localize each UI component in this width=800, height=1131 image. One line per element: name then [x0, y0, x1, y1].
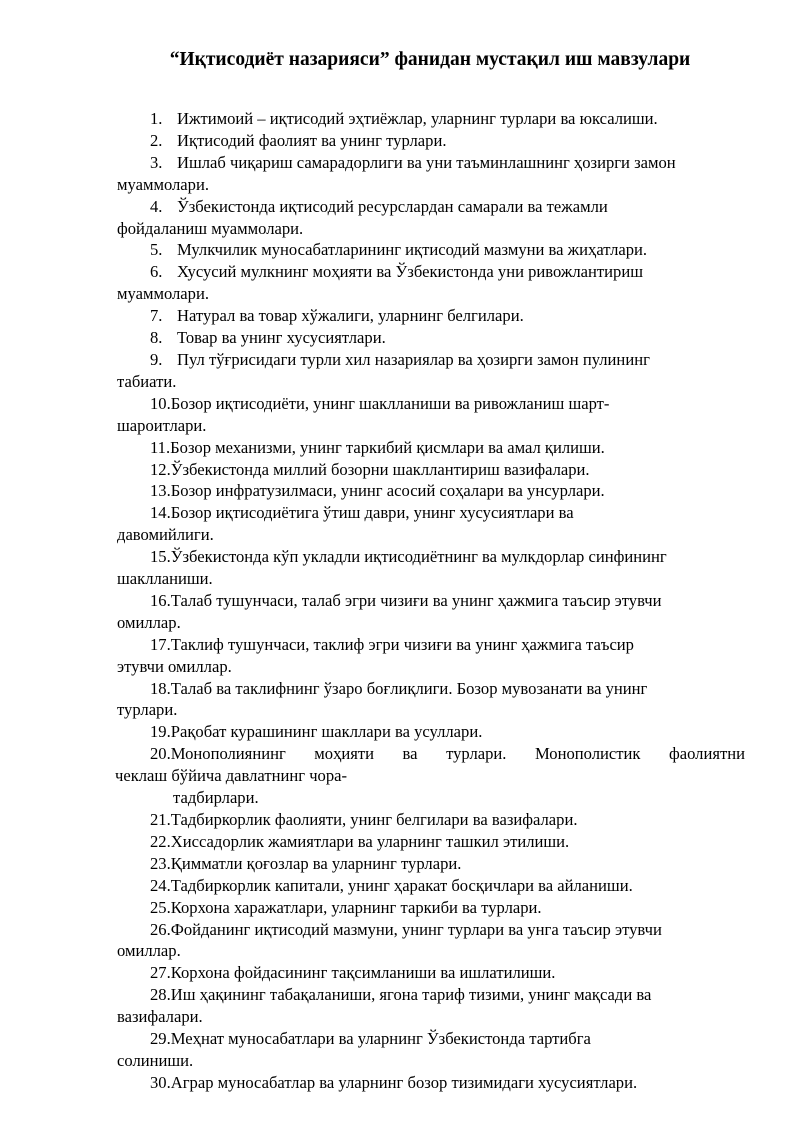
topic-number: 13. — [150, 481, 171, 501]
topic-text: Натурал ва товар хўжалиги, уларнинг белгилари. — [177, 306, 524, 326]
topic-number: 18. — [150, 678, 171, 698]
topic-line — [117, 349, 745, 371]
topic-number: 28. — [150, 985, 171, 1005]
topic-line — [117, 853, 745, 875]
list-item — [117, 480, 745, 502]
topic-text: Монополиянинг моҳияти ва турлари. Монополистик фаолиятни — [170, 744, 745, 764]
topic-text: Бозор иқтисодиёти, унинг шаклланиши ва ривожланиш шарт- — [170, 393, 610, 413]
topics-list — [117, 108, 745, 1094]
topic-text: Тадбиркорлик капитали, унинг ҳаракат босқичлари ва айланиши. — [170, 875, 633, 895]
topic-continuation: солиниши. — [117, 1050, 194, 1070]
topic-number: 20. — [150, 744, 171, 764]
topic-continuation: вазифалари. — [117, 1007, 203, 1027]
topic-text: Ўзбекистонда кўп укладли иқтисодиётнинг ва мулкдорлар синфининг — [170, 547, 667, 567]
topic-line — [117, 1028, 745, 1050]
topic-number: 15. — [150, 547, 171, 567]
topic-line — [117, 831, 745, 853]
topic-line — [117, 261, 745, 283]
list-item — [117, 962, 745, 984]
list-item — [117, 130, 745, 152]
topic-text: Қимматли қоғозлар ва уларнинг турлари. — [170, 853, 462, 873]
topic-line — [117, 196, 745, 218]
topic-number: 26. — [150, 919, 171, 939]
list-item — [117, 919, 745, 963]
topic-text: Товар ва унинг хусусиятлари. — [177, 328, 386, 348]
list-item — [117, 984, 745, 1028]
topic-wrap-line: чеклаш бўйича давлатнинг чора- — [115, 766, 348, 786]
topic-line — [117, 919, 745, 941]
list-item — [117, 590, 745, 634]
topic-line — [117, 502, 745, 524]
list-item — [117, 1028, 745, 1072]
topic-number: 24. — [150, 875, 171, 895]
topic-line — [117, 897, 745, 919]
topic-text: Талаб тушунчаси, талаб эгри чизиғи ва унинг ҳажмига таъсир этувчи — [170, 590, 662, 610]
topic-continuation: омиллар. — [117, 941, 181, 961]
topic-number: 21. — [150, 810, 171, 829]
topic-line — [117, 152, 745, 174]
topic-number: 16. — [150, 590, 171, 610]
topic-number: 3. — [150, 152, 163, 172]
topic-text: Меҳнат муносабатлари ва уларнинг Ўзбекистонда тартибга — [170, 1029, 591, 1049]
topic-number: 27. — [150, 963, 171, 983]
topic-text: Фойданинг иқтисодий мазмуни, унинг турлари ва унга таъсир этувчи — [170, 919, 662, 939]
topic-text: Ўзбекистонда миллий бозорни шакллантириш вазифалари. — [170, 459, 590, 479]
list-item — [117, 678, 745, 722]
topic-text: Корхона харажатлари, уларнинг таркиби ва турлари. — [170, 897, 542, 917]
topic-line — [117, 678, 745, 700]
topic-text: Пул тўғрисидаги турли хил назариялар ва ҳозирги замон пулининг — [177, 349, 650, 369]
topic-line — [117, 108, 745, 130]
topic-number: 10. — [150, 393, 171, 413]
topic-line — [117, 1072, 745, 1094]
topic-continuation: давомийлиги. — [117, 525, 214, 545]
topic-text: Таклиф тушунчаси, таклиф эгри чизиғи ва унинг ҳажмига таъсир — [170, 634, 634, 654]
topic-number: 1. — [150, 109, 163, 128]
topic-number: 17. — [150, 634, 171, 654]
topic-text: Ўзбекистонда иқтисодий ресурслардан самарали ва тежамли — [177, 196, 608, 216]
topic-line — [117, 305, 745, 327]
list-item — [117, 831, 745, 853]
list-item — [117, 393, 745, 437]
topic-line — [117, 984, 745, 1006]
list-item — [117, 897, 745, 919]
list-item — [117, 1072, 745, 1094]
list-item — [117, 546, 745, 590]
list-item — [117, 108, 745, 130]
topic-text: Рақобат курашининг шакллари ва усуллари. — [170, 722, 483, 742]
list-item — [117, 721, 745, 743]
topic-text: Корхона фойдасининг тақсимланиши ва ишлатилиши. — [170, 963, 556, 983]
topic-text: Талаб ва таклифнинг ўзаро боғлиқлиги. Бозор мувозанати ва унинг — [170, 678, 648, 698]
topic-number: 12. — [150, 459, 171, 479]
topic-number: 9. — [150, 349, 163, 369]
topic-text: Бозор механизми, унинг таркибий қисмлари ва амал қилиши. — [170, 437, 605, 457]
topic-number: 2. — [150, 130, 163, 150]
topic-line — [117, 590, 745, 612]
topic-line — [117, 327, 745, 349]
list-item — [117, 853, 745, 875]
list-item — [117, 437, 745, 459]
topic-continuation: муаммолари. — [117, 284, 209, 304]
topic-line — [117, 743, 745, 765]
topic-number: 4. — [150, 196, 163, 216]
topic-number: 23. — [150, 853, 171, 873]
topic-text: Ишлаб чиқариш самарадорлиги ва уни таъминлашнинг ҳозирги замон — [177, 152, 676, 172]
topic-number: 5. — [150, 240, 163, 260]
topic-continuation: тадбирлари. — [173, 788, 259, 808]
list-item — [117, 327, 745, 349]
topic-line — [117, 437, 745, 459]
topic-number: 22. — [150, 831, 171, 851]
topic-line — [117, 721, 745, 743]
list-item — [117, 502, 745, 546]
list-item — [117, 875, 745, 897]
topic-continuation: табиати. — [117, 371, 177, 391]
topic-line — [117, 875, 745, 897]
topic-continuation: фойдаланиш муаммолари. — [117, 218, 304, 238]
topic-number: 11. — [150, 437, 171, 457]
topic-text: Бозор иқтисодиётига ўтиш даври, унинг хусусиятлари ва — [170, 503, 574, 523]
list-item — [117, 196, 745, 240]
list-item — [117, 743, 745, 809]
topic-line — [117, 393, 745, 415]
list-item — [117, 809, 745, 831]
topic-line — [117, 634, 745, 656]
topic-text: Бозор инфратузилмаси, унинг асосий соҳалари ва унсурлари. — [170, 481, 605, 501]
topic-line — [117, 809, 745, 831]
topic-continuation: шароитлари. — [117, 415, 207, 435]
topic-continuation: омиллар. — [117, 612, 181, 632]
topic-text: Ижтимоий – иқтисодий эҳтиёжлар, уларнинг турлари ва юксалиши. — [177, 109, 658, 128]
list-item — [117, 152, 745, 196]
topic-text: Хусусий мулкнинг моҳияти ва Ўзбекистонда уни ривожлантириш — [177, 262, 643, 282]
list-item — [117, 239, 745, 261]
list-item — [117, 459, 745, 481]
topic-line — [117, 962, 745, 984]
topic-line — [117, 546, 745, 568]
topic-text: Мулкчилик муносабатларининг иқтисодий мазмуни ва жиҳатлари. — [177, 240, 648, 260]
list-item — [117, 261, 745, 305]
topic-number: 6. — [150, 262, 163, 282]
topic-text: Иш ҳақининг табақаланиши, ягона тариф тизими, унинг мақсади ва — [170, 985, 652, 1005]
topic-continuation: этувчи омиллар. — [117, 656, 232, 676]
topic-continuation: шаклланиши. — [117, 569, 213, 589]
topic-text: Хиссадорлик жамиятлари ва уларнинг ташкил этилиши. — [170, 831, 570, 851]
topic-number: 19. — [150, 722, 171, 742]
topic-number: 7. — [150, 306, 163, 326]
topic-line — [117, 239, 745, 261]
topic-number: 30. — [150, 1072, 171, 1092]
topic-line — [117, 130, 745, 152]
topic-line — [117, 459, 745, 481]
topic-number: 8. — [150, 328, 163, 348]
list-item — [117, 349, 745, 393]
topic-number: 14. — [150, 503, 171, 523]
topic-continuation: турлари. — [117, 700, 178, 720]
topic-line — [117, 480, 745, 502]
page-title: “Иқтисодиёт назарияси” фанидан мустақил иш мавзулари — [169, 49, 691, 70]
topic-text: Аграр муносабатлар ва уларнинг бозор тизимидаги хусусиятлари. — [170, 1072, 638, 1092]
list-item — [117, 634, 745, 678]
topic-continuation: муаммолари. — [117, 174, 209, 194]
topic-number: 25. — [150, 897, 171, 917]
topic-number: 29. — [150, 1029, 171, 1049]
topic-text: Иқтисодий фаолият ва унинг турлари. — [177, 130, 447, 150]
list-item — [117, 305, 745, 327]
topic-text: Тадбиркорлик фаолияти, унинг белгилари ва вазифалари. — [170, 810, 578, 829]
